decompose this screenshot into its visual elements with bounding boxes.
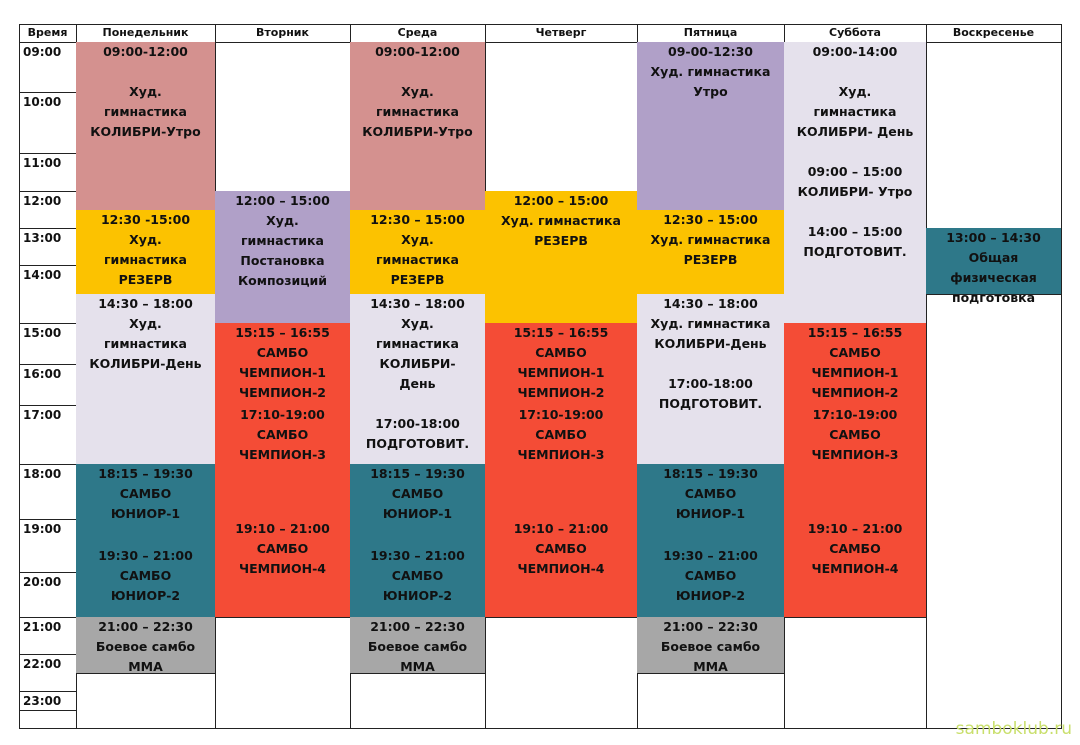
schedule-block: 19:10 – 21:00 САМБО ЧЕМПИОН-4	[784, 519, 926, 617]
schedule-block: 12:00 – 15:00 Худ. гимнастика Постановка Композиций	[215, 191, 350, 323]
time-label: 10:00	[23, 95, 62, 109]
time-label: 15:00	[23, 326, 62, 340]
grid-row-line	[19, 364, 76, 365]
time-label: 11:00	[23, 156, 62, 170]
schedule-block: 12:00 – 15:00 Худ. гимнастика РЕЗЕРВ	[485, 191, 637, 323]
schedule-block: 17:10-19:00 САМБО ЧЕМПИОН-3	[215, 405, 350, 519]
time-label: 22:00	[23, 657, 62, 671]
time-label: 20:00	[23, 575, 62, 589]
schedule-block: 21:00 – 22:30 Боевое самбо ММА	[637, 617, 784, 673]
schedule-block: 18:15 – 19:30 САМБО ЮНИОР-1	[350, 464, 485, 546]
schedule-block: 19:30 – 21:00 САМБО ЮНИОР-2	[76, 546, 215, 618]
grid-row-line	[19, 265, 76, 266]
header-day-thursday: Четверг	[535, 26, 587, 39]
schedule-block: 14:30 – 18:00 Худ. гимнастика КОЛИБРИ- День 17:00-18:00 ПОДГОТОВИТ.	[350, 294, 485, 464]
schedule-block: 18:15 – 19:30 САМБО ЮНИОР-1	[76, 464, 215, 546]
grid-row-line	[19, 710, 76, 711]
header-day-friday: Пятница	[683, 26, 738, 39]
schedule-block: 19:10 – 21:00 САМБО ЧЕМПИОН-4	[215, 519, 350, 617]
time-label: 17:00	[23, 408, 62, 422]
time-label: 19:00	[23, 522, 62, 536]
schedule-block: 15:15 – 16:55 САМБО ЧЕМПИОН-1 ЧЕМПИОН-2	[485, 323, 637, 405]
header-day-sunday: Воскресенье	[952, 26, 1035, 39]
time-label: 09:00	[23, 45, 62, 59]
schedule-block: 09:00-12:00 Худ. гимнастика КОЛИБРИ-Утро	[76, 42, 215, 210]
time-label: 14:00	[23, 268, 62, 282]
schedule-block: 09-00-12:30 Худ. гимнастика Утро	[637, 42, 784, 210]
schedule-block: 12:30 -15:00 Худ. гимнастика РЕЗЕРВ	[76, 210, 215, 295]
schedule-block: 12:30 – 15:00 Худ. гимнастика РЕЗЕРВ	[350, 210, 485, 295]
grid-row-line	[19, 654, 76, 655]
grid-row-line	[19, 464, 76, 465]
schedule-block: 19:30 – 21:00 САМБО ЮНИОР-2	[350, 546, 485, 618]
time-label: 12:00	[23, 194, 62, 208]
time-label: 21:00	[23, 620, 62, 634]
schedule-block: 14:30 – 18:00 Худ. гимнастика КОЛИБРИ-День 17:00-18:00 ПОДГОТОВИТ.	[637, 294, 784, 464]
time-label: 13:00	[23, 231, 62, 245]
grid-row-line	[19, 572, 76, 573]
schedule-block: 15:15 – 16:55 САМБО ЧЕМПИОН-1 ЧЕМПИОН-2	[215, 323, 350, 405]
grid-row-line	[19, 691, 76, 692]
grid-row-line	[19, 405, 76, 406]
schedule-block: 13:00 – 14:30 Общая физическая подготовка	[926, 228, 1061, 294]
header-time: Время	[27, 26, 68, 39]
grid-column-line	[1061, 24, 1062, 729]
grid-row-line	[19, 728, 1062, 729]
schedule-block: 09:00-12:00 Худ. гимнастика КОЛИБРИ-Утро	[350, 42, 485, 210]
grid-row-line	[19, 617, 76, 618]
time-label: 18:00	[23, 467, 62, 481]
grid-row-line	[19, 228, 76, 229]
schedule-block: 19:10 – 21:00 САМБО ЧЕМПИОН-4	[485, 519, 637, 617]
header-day-saturday: Суббота	[829, 26, 881, 39]
grid-row-line	[19, 153, 76, 154]
grid-column-line	[926, 24, 927, 729]
schedule-block: 19:30 – 21:00 САМБО ЮНИОР-2	[637, 546, 784, 618]
schedule-block: 18:15 – 19:30 САМБО ЮНИОР-1	[637, 464, 784, 546]
schedule-block: 17:10-19:00 САМБО ЧЕМПИОН-3	[485, 405, 637, 519]
grid-row-line	[215, 617, 350, 618]
time-label: 16:00	[23, 367, 62, 381]
watermark: samboklub.ru	[955, 719, 1072, 739]
header-day-wednesday: Среда	[397, 26, 438, 39]
grid-row-line	[19, 323, 76, 324]
grid-row-line	[19, 191, 76, 192]
header-day-tuesday: Вторник	[256, 26, 309, 39]
grid-row-line	[19, 92, 76, 93]
schedule-block: 12:30 – 15:00 Худ. гимнастика РЕЗЕРВ	[637, 210, 784, 295]
schedule-block: 21:00 – 22:30 Боевое самбо ММА	[76, 617, 215, 673]
header-day-monday: Понедельник	[102, 26, 189, 39]
schedule-block: 09:00-14:00 Худ. гимнастика КОЛИБРИ- День 09:00 – 15:00 КОЛИБРИ- Утро 14:00 – 15:00 ПОДГОТОВИТ.	[784, 42, 926, 323]
grid-row-line	[784, 617, 926, 618]
time-label: 23:00	[23, 694, 62, 708]
schedule-block: 14:30 – 18:00 Худ. гимнастика КОЛИБРИ-День	[76, 294, 215, 464]
schedule-block: 17:10-19:00 САМБО ЧЕМПИОН-3	[784, 405, 926, 519]
grid-row-line	[485, 617, 637, 618]
schedule-block: 21:00 – 22:30 Боевое самбо ММА	[350, 617, 485, 673]
schedule-block: 15:15 – 16:55 САМБО ЧЕМПИОН-1 ЧЕМПИОН-2	[784, 323, 926, 405]
grid-row-line	[19, 519, 76, 520]
